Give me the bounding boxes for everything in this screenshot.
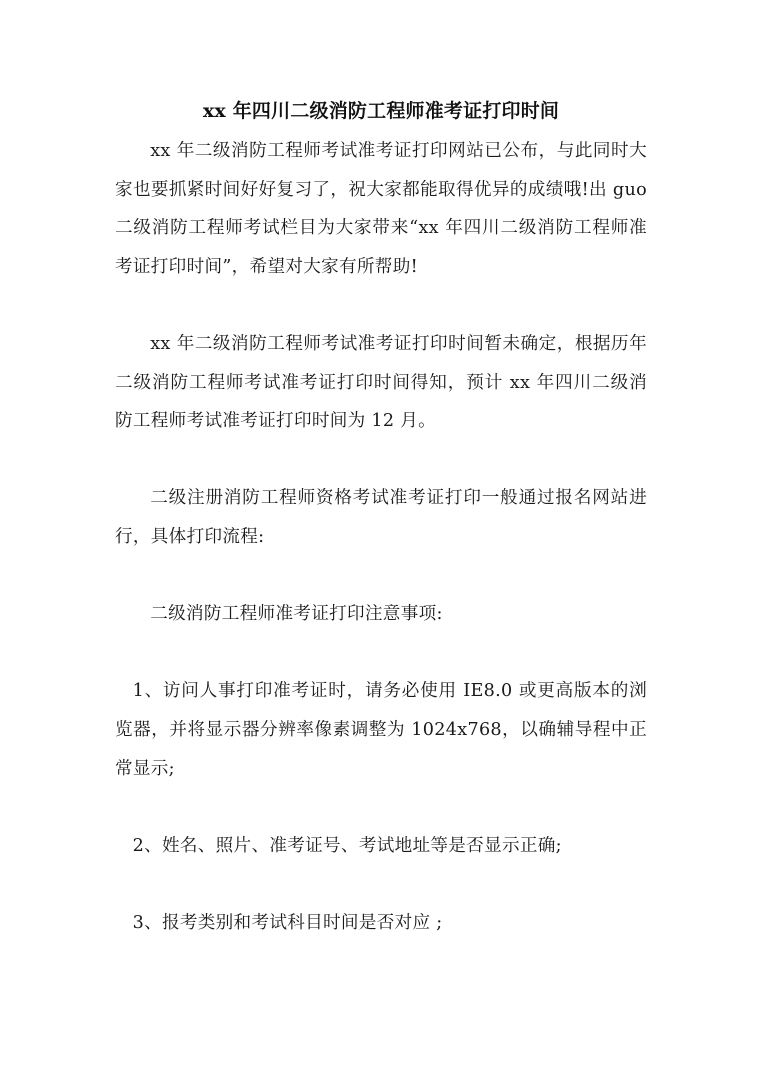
document-page: [115, 96, 647, 942]
paragraph-spacer: [115, 441, 647, 480]
paragraph-print-process: 二级注册消防工程师资格考试准考证打印一般通过报名网站进行，具体打印流程:: [115, 488, 647, 547]
paragraph-spacer: [115, 865, 647, 904]
note-item-2: 2、姓名、照片、准考证号、考试地址等是否显示正确;: [132, 835, 562, 856]
paragraph-spacer: [115, 634, 647, 673]
note-item-1: 1、访问人事打印准考证时，请务必使用 IE8.0 或更高版本的浏览器，并将显示器分辨率像素调整为 1024x768，以确辅导程中正常显示;: [115, 681, 647, 779]
document-title: xx 年四川二级消防工程师准考证打印时间: [202, 100, 560, 122]
paragraph-spacer: [115, 788, 647, 827]
paragraph-spacer: [115, 557, 647, 596]
paragraph-notes-heading: 二级消防工程师准考证打印注意事项:: [150, 604, 443, 625]
paragraph-print-time: xx 年二级消防工程师考试准考证打印时间暂未确定，根据历年二级消防工程师考试准考证打印时间得知，预计 xx 年四川二级消防工程师考试准考证打印时间为 12 月。: [115, 333, 647, 432]
note-item-3: 3、报考类别和考试科目时间是否对应 ;: [132, 912, 443, 933]
paragraph-intro: xx 年二级消防工程师考试准考证打印网站已公布，与此同时大家也要抓紧时间好好复习了，祝大家都能取得优异的成绩哦!出 guo 二级消防工程师考试栏目为大家带来“xx 年四川二级消防工程师准考证打印时间”，希望对大家有所帮助!: [115, 141, 647, 277]
paragraph-spacer: [115, 286, 647, 325]
